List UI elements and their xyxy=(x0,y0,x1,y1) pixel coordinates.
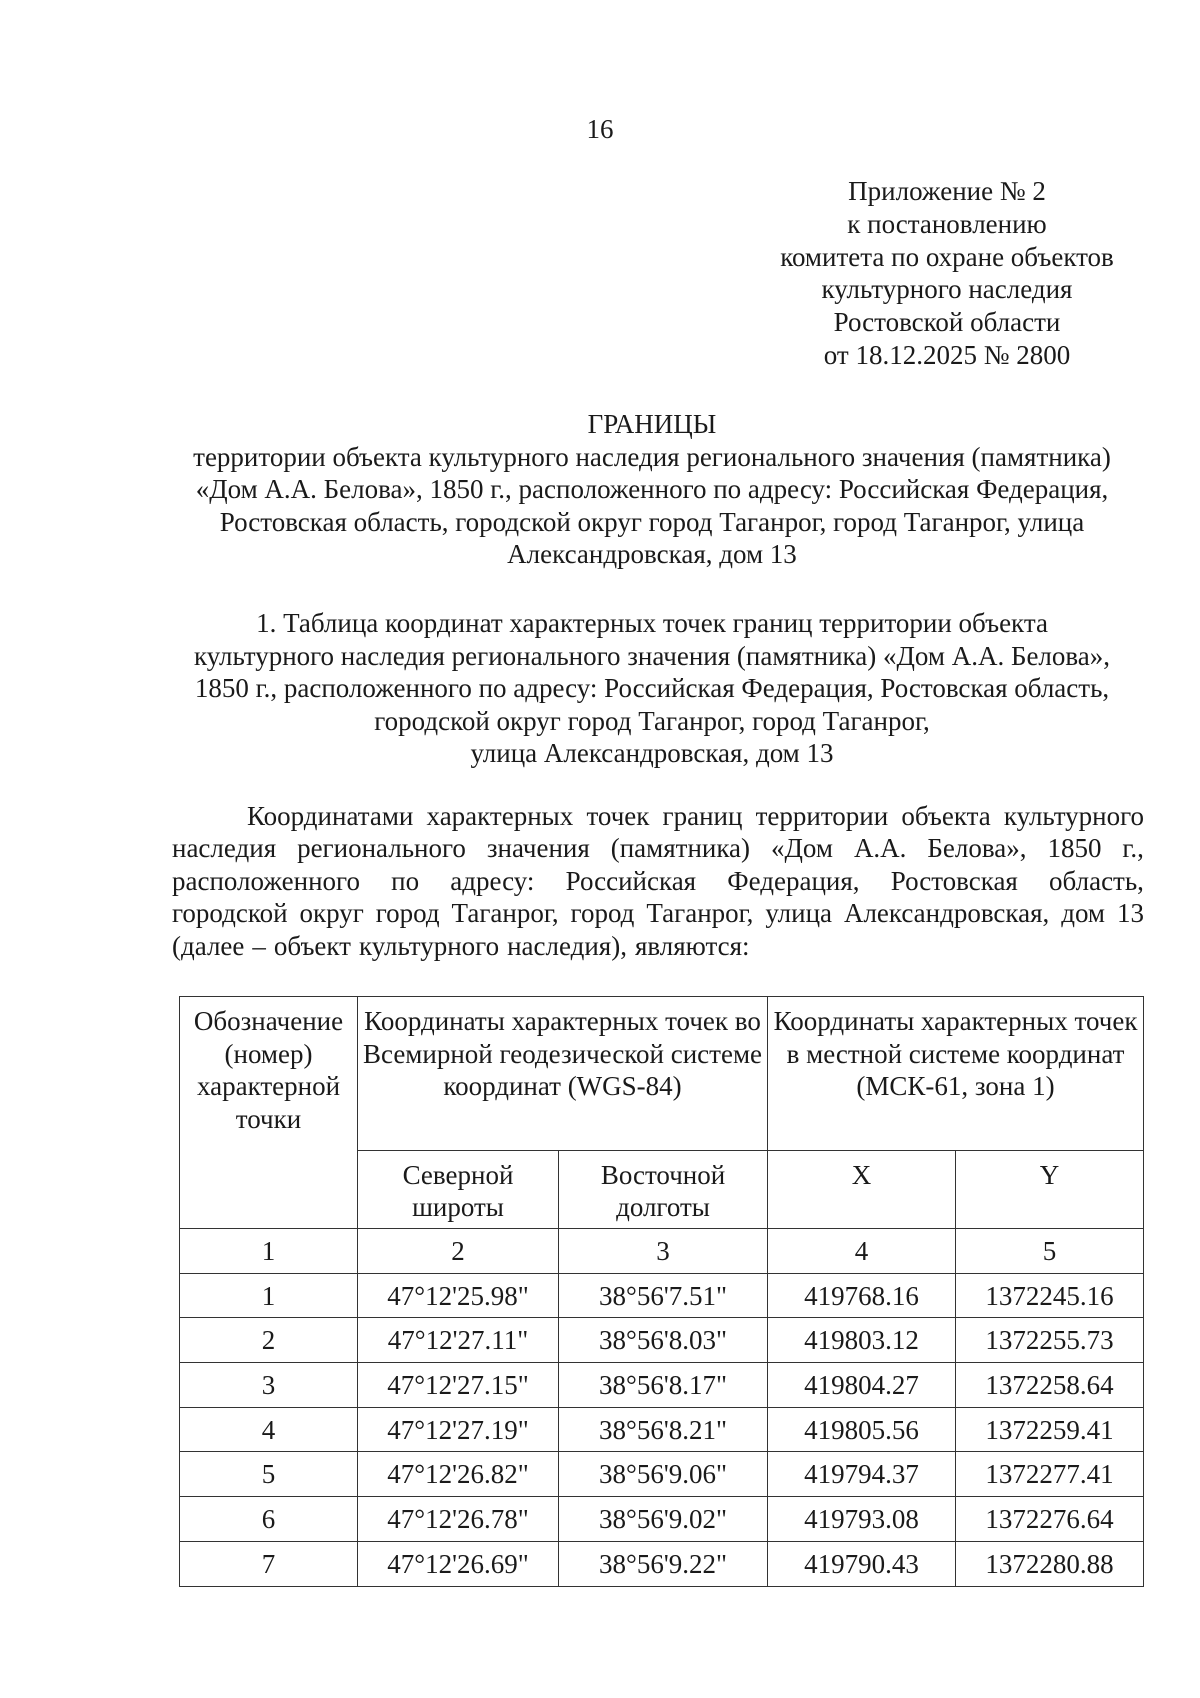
appendix-line: от 18.12.2025 № 2800 xyxy=(823,339,1071,370)
paragraph-word: городской xyxy=(172,898,288,929)
column-number: 4 xyxy=(768,1229,956,1274)
paragraph-line xyxy=(172,897,1144,929)
point-number-cell: 7 xyxy=(180,1541,358,1586)
paragraph-word: дом xyxy=(1061,898,1106,929)
paragraph-word: Белова», xyxy=(927,833,1027,864)
y-coordinate-cell: 1372258.64 xyxy=(956,1363,1144,1408)
paragraph-word: культурного xyxy=(358,930,500,961)
paragraph-word: город xyxy=(375,898,440,929)
paragraph-word: 1850 xyxy=(1047,833,1102,864)
paragraph-line xyxy=(172,800,1144,832)
paragraph-line xyxy=(172,832,1144,864)
header-y: Y xyxy=(956,1151,1144,1229)
paragraph-word: 13 xyxy=(1116,898,1144,929)
paragraph-word: регионального xyxy=(297,833,466,864)
title-line: «Дом А.А. Белова», 1850 г., расположенного по адресу: Российская Федерация, xyxy=(195,474,1109,504)
paragraph-word: точек xyxy=(586,801,650,831)
column-number-row xyxy=(180,1229,1144,1274)
point-number-cell: 5 xyxy=(180,1452,358,1497)
y-coordinate-cell: 1372280.88 xyxy=(956,1541,1144,1586)
latitude-cell: 47°12'27.11" xyxy=(358,1318,559,1363)
title-heading: ГРАНИЦЫ xyxy=(587,409,717,439)
latitude-cell: 47°12'27.15" xyxy=(358,1363,559,1408)
column-number: 3 xyxy=(559,1229,768,1274)
appendix-line: Ростовской области xyxy=(833,307,1061,338)
header-wgs84-group: Координаты характерных точек во Всемирной геодезической системе координат (WGS-84) xyxy=(358,997,768,1151)
paragraph-word: Российская xyxy=(565,865,697,896)
x-coordinate-cell: 419805.56 xyxy=(768,1407,956,1452)
paragraph-word: «Дом xyxy=(770,833,833,864)
y-coordinate-cell: 1372245.16 xyxy=(956,1273,1144,1318)
longitude-cell: 38°56'9.22" xyxy=(559,1541,768,1586)
column-number: 2 xyxy=(358,1229,559,1274)
y-coordinate-cell: 1372255.73 xyxy=(956,1318,1144,1363)
table-row xyxy=(180,1497,1144,1542)
paragraph-word: расположенного xyxy=(172,865,360,896)
table-row xyxy=(180,1407,1144,1452)
table-row xyxy=(180,1273,1144,1318)
appendix-line: Приложение № 2 xyxy=(848,176,1046,206)
appendix-line: к постановлению xyxy=(847,208,1047,239)
section-heading-line: 1. Таблица координат характерных точек границ территории объекта xyxy=(256,608,1048,638)
x-coordinate-cell: 419768.16 xyxy=(768,1273,956,1318)
table-row xyxy=(180,1541,1144,1586)
paragraph-word: характерных xyxy=(426,801,574,831)
longitude-cell: 38°56'8.17" xyxy=(559,1363,768,1408)
x-coordinate-cell: 419794.37 xyxy=(768,1452,956,1497)
paragraph-word: Таганрог, xyxy=(451,898,559,929)
body-paragraph xyxy=(172,800,1144,962)
column-number: 1 xyxy=(180,1229,358,1274)
paragraph-word: Ростовская xyxy=(890,865,1018,896)
header-north-latitude: Северной широты xyxy=(358,1151,559,1229)
title-line: Ростовская область, городской округ город Таганрог, город Таганрог, улица xyxy=(219,506,1085,537)
latitude-cell: 47°12'27.19" xyxy=(358,1407,559,1452)
page-number: 16 xyxy=(586,114,614,144)
section-heading-line: городской округ город Таганрог, город Таганрог, xyxy=(374,705,930,736)
paragraph-word: А.А. xyxy=(853,833,907,864)
paragraph-word: улица xyxy=(765,898,833,929)
x-coordinate-cell: 419793.08 xyxy=(768,1497,956,1542)
latitude-cell: 47°12'26.78" xyxy=(358,1497,559,1542)
paragraph-word: область, xyxy=(1049,865,1144,896)
document-title xyxy=(160,408,1144,571)
table-row xyxy=(180,1452,1144,1497)
x-coordinate-cell: 419803.12 xyxy=(768,1318,956,1363)
paragraph-line xyxy=(172,930,1144,962)
coordinates-table xyxy=(179,996,1144,1587)
paragraph-line xyxy=(172,865,1144,897)
paragraph-word: город xyxy=(570,898,635,929)
paragraph-word: границ xyxy=(662,801,743,831)
paragraph-word: Александровская, xyxy=(843,898,1050,929)
longitude-cell: 38°56'9.02" xyxy=(559,1497,768,1542)
paragraph-word: по xyxy=(391,865,420,896)
longitude-cell: 38°56'8.03" xyxy=(559,1318,768,1363)
paragraph-word: являются: xyxy=(634,930,750,961)
point-number-cell: 3 xyxy=(180,1363,358,1408)
paragraph-word: округ xyxy=(299,898,364,929)
table-row xyxy=(180,1318,1144,1363)
y-coordinate-cell: 1372259.41 xyxy=(956,1407,1144,1452)
point-number-cell: 1 xyxy=(180,1273,358,1318)
header-point-designation: Обозначение (номер) характерной точки xyxy=(180,997,358,1229)
latitude-cell: 47°12'25.98" xyxy=(358,1273,559,1318)
paragraph-word: адресу: xyxy=(450,865,535,896)
point-number-cell: 6 xyxy=(180,1497,358,1542)
table-row xyxy=(180,1363,1144,1408)
paragraph-word: – xyxy=(252,930,266,961)
section-heading-line: культурного наследия регионального значения (памятника) «Дом А.А. Белова», xyxy=(193,640,1111,671)
paragraph-word: (памятника) xyxy=(610,833,751,864)
y-coordinate-cell: 1372276.64 xyxy=(956,1497,1144,1542)
paragraph-word: культурного xyxy=(1003,801,1144,831)
longitude-cell: 38°56'9.06" xyxy=(559,1452,768,1497)
longitude-cell: 38°56'8.21" xyxy=(559,1407,768,1452)
paragraph-word: наследия), xyxy=(507,930,627,961)
paragraph-word: Федерация, xyxy=(727,865,860,896)
appendix-line: комитета по охране объектов xyxy=(780,241,1114,272)
longitude-cell: 38°56'7.51" xyxy=(559,1273,768,1318)
section-heading xyxy=(160,607,1144,770)
paragraph-word: объект xyxy=(273,930,351,961)
section-heading-line: улица Александровская, дом 13 xyxy=(470,738,834,768)
header-msk61-group: Координаты характерных точек в местной системе координат (МСК-61, зона 1) xyxy=(768,997,1144,1151)
paragraph-word: (далее xyxy=(172,930,245,961)
paragraph-word: Таганрог, xyxy=(646,898,754,929)
y-coordinate-cell: 1372277.41 xyxy=(956,1452,1144,1497)
paragraph-word: наследия xyxy=(172,833,277,864)
point-number-cell: 2 xyxy=(180,1318,358,1363)
paragraph-word: Координатами xyxy=(247,801,414,831)
latitude-cell: 47°12'26.82" xyxy=(358,1452,559,1497)
header-east-longitude: Восточной долготы xyxy=(559,1151,768,1229)
paragraph-word: значения xyxy=(486,833,590,864)
header-x: X xyxy=(768,1151,956,1229)
title-line: территории объекта культурного наследия регионального значения (памятника) xyxy=(193,441,1111,472)
appendix-line: культурного наследия xyxy=(821,274,1073,305)
paragraph-word: г., xyxy=(1122,833,1144,864)
paragraph-word: объекта xyxy=(901,801,991,831)
latitude-cell: 47°12'26.69" xyxy=(358,1541,559,1586)
section-heading-line: 1850 г., расположенного по адресу: Российская Федерация, Ростовская область, xyxy=(194,673,1110,703)
title-line: Александровская, дом 13 xyxy=(507,539,797,569)
paragraph-word: территории xyxy=(755,801,889,831)
x-coordinate-cell: 419790.43 xyxy=(768,1541,956,1586)
column-number: 5 xyxy=(956,1229,1144,1274)
appendix-block xyxy=(762,175,1132,372)
x-coordinate-cell: 419804.27 xyxy=(768,1363,956,1408)
point-number-cell: 4 xyxy=(180,1407,358,1452)
